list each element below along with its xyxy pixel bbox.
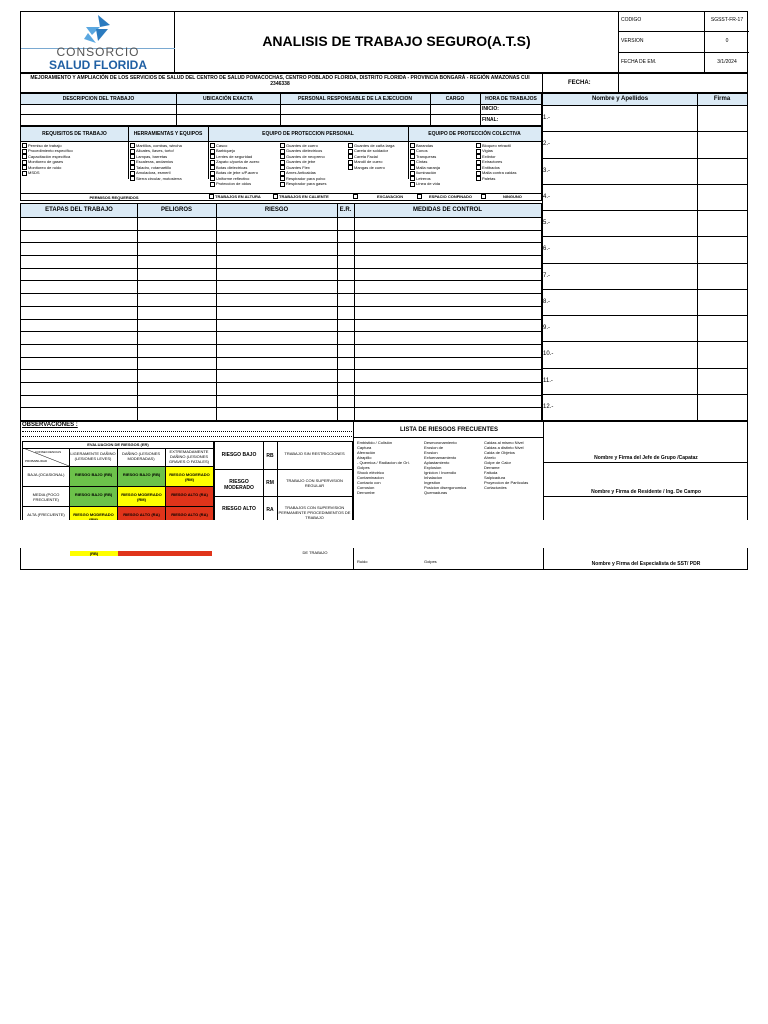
table-row [21, 255, 541, 256]
frequent-extra-2: Golpes [424, 559, 437, 564]
table-row [21, 319, 541, 320]
frequent-item: Cortaciurdes [484, 485, 507, 490]
fecha-label: FECHA: [568, 80, 591, 86]
observaciones-label: OBSERVACIONES : [22, 422, 78, 428]
frequent-extra-1: Ruido [357, 559, 368, 564]
epp-checkbox[interactable]: Botas dielectricas [210, 165, 280, 170]
eval-corner-cons: CONSECUENCIAS [35, 450, 62, 454]
epp-checkbox[interactable]: Casco [210, 143, 280, 148]
epp-checkbox[interactable]: Guantes de jebe [280, 159, 348, 164]
frequent-item: Captura [357, 445, 372, 450]
meta-label: VERSION [621, 38, 644, 44]
personal-row-number: 9.- [543, 325, 551, 332]
etapas-header: MEDIDAS DE CONTROL [413, 207, 482, 213]
signature-capataz: Nombre y Firma del Jefe de Grupo /Capataz [594, 455, 698, 461]
eval-title: EVALUACION DE RIESGOS (ER) [87, 442, 149, 447]
frequent-item: Atrapillo [357, 455, 372, 460]
project-name: MEJORAMIENTO Y AMPLIACIÓN DE LOS SERVICIOS DE SALUD DEL CENTRO DE SALUD POMACOCHAS, CENTRO POBLADO FLORIDA, DISTRITO FLORIDA - PROVINCIA BONGARÁ - REGIÓN AMAZONAS CUI 2346338 [30, 75, 530, 87]
frequent-item: Derrame [484, 465, 500, 470]
inicio-label: INICIO: [482, 106, 499, 112]
frequent-item: Caida de Objetos [484, 450, 515, 455]
epc-checkbox[interactable]: Letreros [410, 176, 476, 181]
epc-checkbox[interactable]: Paletas [476, 176, 541, 181]
epp-col2-list [280, 143, 348, 187]
personal-row-number: 6.- [543, 246, 551, 253]
frequent-item: Desmoronamiento [424, 440, 457, 445]
table-row [21, 344, 541, 345]
epp-checkbox[interactable]: Uniforme reflectivo [210, 176, 280, 181]
personal-row-number: 7.- [543, 272, 551, 279]
etapas-table [20, 203, 542, 421]
personal-header: Nombre y Apellidos [591, 96, 649, 102]
risk-level-desc: TRABAJO CON SUPERVISION REGULAR [286, 478, 343, 488]
herramienta-checkbox[interactable]: Lampas, barretas [130, 154, 208, 159]
frequent-item: Golpes [357, 465, 370, 470]
epc-checkbox[interactable]: Malla naranja [410, 165, 476, 170]
epp-checkbox[interactable]: Guantes Flex [280, 165, 348, 170]
risk-level-name: RIESGO ALTO [222, 506, 256, 512]
frequent-item: Posicion disergonomica [424, 485, 467, 490]
epc-checkbox[interactable]: Cintas [410, 159, 476, 164]
etapas-header: RIESGO [264, 207, 289, 213]
eval-cell: RIESGO MODERADO (RM) [118, 487, 165, 506]
frequent-item: Caidas a distinto Nivel [484, 445, 524, 450]
work-header: UBICACIÓN EXACTA [203, 96, 253, 102]
etapas-header: ETAPAS DEL TRABAJO [45, 207, 113, 213]
req-header: EQUIPO DE PROTECCION PERSONAL [262, 131, 354, 137]
epc-col2-list [476, 143, 541, 181]
epp-checkbox[interactable]: Respirador para gases [280, 181, 348, 186]
requisito-checkbox[interactable]: Capacitación específica [22, 154, 126, 159]
logo-line2: SALUD FLORIDA [49, 58, 147, 72]
table-row [21, 242, 541, 243]
meta-value: 3/1/2024 [717, 59, 737, 65]
herramienta-checkbox[interactable]: Alicates, llaves, torto! [130, 148, 208, 153]
epc-checkbox[interactable]: Conos [410, 148, 476, 153]
meta-value: SGSST-FR-17 [710, 17, 744, 23]
eval-cell: RIESGO ALTO (RA) [118, 507, 165, 526]
personal-header: Firma [713, 96, 731, 102]
epc-checkbox[interactable]: Extractores [476, 159, 541, 164]
risk-level-desc: TRABAJOS CON SUPERVISION PERMANENTE PROCEDIMIENTOS DE TRABAJO [278, 505, 351, 520]
frequent-item: Golpe de Calor [484, 460, 511, 465]
eval-cell: RIESGO BAJO (RB) [70, 487, 117, 506]
permiso-altura[interactable]: TRABAJOS EN ALTURA [209, 194, 261, 199]
herramienta-checkbox[interactable]: Sierra circular, motosierra [130, 176, 208, 181]
table-row [21, 357, 541, 358]
epp-checkbox[interactable]: Zapato c/punta de acero [210, 159, 280, 164]
work-header: DESCRIPCION DEL TRABAJO [62, 96, 135, 102]
eval-cell: RIESGO MODERADO [70, 507, 117, 526]
frequent-item: Caidas al mismo Nivel [484, 440, 524, 445]
table-row [21, 306, 541, 307]
risk-level-name: RIESGO MODERADO [224, 479, 254, 491]
risk-level-code: RB [266, 453, 274, 459]
herramienta-checkbox[interactable]: Amoladora, esmeril [130, 170, 208, 175]
logo [21, 12, 175, 72]
eval-cell: RIESGO BAJO (RB) [118, 467, 165, 486]
ra-fragment-text: DE TRABAJO [302, 550, 328, 555]
frequent-item: - Quemica / Radiacion de Ori. [357, 460, 410, 465]
table-row [21, 382, 541, 383]
frequent-item: Embistido / Colisión [357, 440, 393, 445]
risk-level-code: RM [266, 480, 274, 486]
meta-label: FECHA DE EM. [621, 59, 657, 65]
requisito-checkbox[interactable]: Monitoreo de ruido [22, 165, 126, 170]
herramienta-checkbox[interactable]: Escaleras, andamios [130, 159, 208, 164]
epp-checkbox[interactable]: Mandil de cuero [348, 159, 408, 164]
requisito-checkbox[interactable]: Monitoreo de gases [22, 159, 126, 164]
work-header: HORA DE TRABAJOS [485, 96, 537, 102]
requisito-checkbox[interactable]: MSDS [22, 170, 126, 175]
eval-col: LIGERAMENTE DAÑINO (LESIONES LEVES) [70, 451, 116, 461]
etapas-header: E.R. [339, 207, 352, 213]
risk-levels [214, 441, 353, 525]
risk-level-name: RIESGO BAJO [221, 452, 257, 458]
frequent-item: Contaminacion [357, 475, 384, 480]
personal-row-number: 4.- [543, 193, 551, 200]
permiso-ninguno[interactable]: NINGUNO [481, 194, 522, 199]
frequent-item: Proyeccion de Partículas [484, 480, 529, 485]
epp-checkbox[interactable]: Respirador para polvo [280, 176, 348, 181]
table-row [21, 407, 541, 408]
eval-row-label: BAJA (OCASIONAL) [27, 472, 65, 477]
requirements-table [20, 126, 542, 201]
frequent-item: Corrosion [357, 485, 375, 490]
requisito-checkbox[interactable]: Permiso de trabajo [22, 143, 126, 148]
work-header: CARGO [445, 96, 465, 102]
personal-row-number: 3.- [543, 167, 551, 174]
requisito-checkbox[interactable]: Procedimiento específico [22, 148, 126, 153]
herramienta-checkbox[interactable]: Taladro, rotamartillo [130, 165, 208, 170]
frequent-item: Shock eléctrico [357, 470, 385, 475]
epp-checkbox[interactable]: Lentes de seguridad [210, 154, 280, 159]
doc-meta-table [618, 11, 748, 73]
table-row [21, 395, 541, 396]
epc-checkbox[interactable]: Bloqueo retractil [476, 143, 541, 148]
personal-table [542, 93, 748, 421]
ra-fragment-b [166, 551, 212, 556]
page-title: ANALISIS DE TRABAJO SEGURO(A.T.S) [262, 33, 531, 49]
frequent-item: Quemaduras [424, 490, 448, 495]
personal-row-number: 11.- [543, 377, 553, 384]
frequent-item: Inhalacion [424, 475, 443, 480]
eval-cell: RIESGO BAJO (RB) [70, 467, 117, 486]
epc-checkbox[interactable]: Barandas [410, 143, 476, 148]
epp-checkbox[interactable]: Guantes de caña larga [348, 143, 408, 148]
epc-checkbox[interactable]: Iluminación [410, 170, 476, 175]
eval-matrix [22, 441, 214, 525]
eval-cell: RIESGO ALTO (RA) [166, 507, 213, 526]
frequent-item: Derrumbe [357, 490, 375, 495]
personal-row-number: 10.- [543, 351, 554, 358]
req-header: REQUISITOS DE TRABAJO [42, 131, 107, 137]
epc-col1-list [410, 143, 476, 187]
epp-checkbox[interactable]: Arnes Anticaidas [280, 170, 348, 175]
frequent-item: Ignicion / Incendio [424, 470, 457, 475]
table-row [21, 293, 541, 294]
rb-fragment: (RB) [70, 551, 118, 556]
frequent-item: Erosion de [424, 445, 444, 450]
epp-checkbox[interactable]: Barbiquejo [210, 148, 280, 153]
table-row [21, 230, 541, 231]
eval-row-label: MEDIA (POCO FRECUENTE) [32, 492, 60, 502]
frequent-item: Ahrelo [484, 455, 496, 460]
permiso-excavacion[interactable]: EXCAVACION [353, 194, 403, 199]
frequent-col3 [484, 440, 544, 490]
epp-checkbox[interactable]: Careta de soldador [348, 148, 408, 153]
epc-checkbox[interactable]: Entibados [476, 165, 541, 170]
eval-row-label: ALTA (FRECUENTE) [27, 512, 65, 517]
signature-residente: Nombre y Firma de Residente / Ing. De Campo [591, 489, 701, 495]
frequent-item: Erosion [424, 450, 438, 455]
requisitos-list [22, 143, 126, 176]
signature-sst: Nombre y Firma del Especialista de SST/ PDR [591, 561, 701, 567]
personal-row-number: 1.- [543, 115, 551, 122]
table-row [21, 280, 541, 281]
permiso-confinado[interactable]: ESPACIO CONFINADO [417, 194, 472, 199]
epc-checkbox[interactable]: Tranqueras [410, 154, 476, 159]
eval-col: DAÑINO (LESIONES MODERADAS) [121, 451, 160, 461]
epc-checkbox[interactable]: Malla contra caidas [476, 170, 541, 175]
table-row [21, 217, 541, 218]
risk-level-code: RA [266, 507, 274, 513]
frequent-item: Salpicadura [484, 475, 506, 480]
eval-cell: RIESGO MODERADO (RM) [166, 467, 213, 486]
epp-col3-list [348, 143, 408, 170]
epc-checkbox[interactable]: Extintor [476, 154, 541, 159]
frequent-item: Exfuenamamiento [424, 455, 457, 460]
personal-row-number: 2.- [543, 141, 551, 148]
logo-line1: CONSORCIO [56, 45, 140, 59]
risk-level-desc: TRABAJO SIN RESTRICCIONES [284, 451, 345, 456]
eval-cell: RIESGO ALTO (RA) [166, 487, 213, 506]
epp-checkbox[interactable]: Guantes de neopreno [280, 154, 348, 159]
final-label: FINAL: [482, 117, 499, 123]
table-row [21, 268, 541, 269]
permiso-caliente[interactable]: TRABAJOS EN CALIENTE [273, 194, 329, 199]
epp-checkbox[interactable]: Guantes de cuero [280, 143, 348, 148]
frequent-col1 [357, 440, 417, 495]
herramientas-list [130, 143, 208, 181]
epc-checkbox[interactable]: Línea de vida [410, 181, 476, 186]
eval-corner-prob: PROBABILIDAD [25, 459, 48, 463]
epp-col1-list [210, 143, 280, 187]
frequent-item: Contacto con [357, 480, 381, 485]
frequent-item: Fatiuda [484, 470, 498, 475]
meta-value: 0 [725, 38, 729, 44]
table-row [21, 331, 541, 332]
etapas-header: PELIGROS [160, 207, 192, 213]
frequent-item: Explosion [424, 465, 442, 470]
logo-mark-icon [78, 13, 118, 45]
herramienta-checkbox[interactable]: Martillos, combas, wincha [130, 143, 208, 148]
meta-label: CODIGO [621, 17, 642, 23]
epp-checkbox[interactable]: Botas de jebe c/P.acero [210, 170, 280, 175]
cutoff-band [20, 520, 748, 548]
permisos-label: PERMISOS REQUERIDOS [89, 195, 139, 200]
frequent-col2 [424, 440, 484, 495]
work-header: PERSONAL RESPONSABLE DE LA EJECUCION [298, 96, 412, 102]
epp-checkbox[interactable]: Proteccion de oidos [210, 181, 280, 186]
ra-fragment-a [118, 551, 166, 556]
table-row [21, 369, 541, 370]
req-header: EQUIPO DE PROTECCIÓN COLECTIVA [428, 131, 521, 137]
personal-row-number: 8.- [543, 298, 551, 305]
req-header: HERRAMIENTAS Y EQUIPOS [133, 131, 203, 137]
eval-col: EXTREMADAMENTE DAÑINO (LESIONES GRAVES O FATALES) [168, 449, 209, 464]
epp-checkbox[interactable]: Careta Facial [348, 154, 408, 159]
epp-checkbox[interactable]: Guantes dielectricos [280, 148, 348, 153]
frequent-item: Aplastamiento [424, 460, 450, 465]
epc-checkbox[interactable]: Vigias [476, 148, 541, 153]
frequent-item: Ingestion [424, 480, 441, 485]
epp-checkbox[interactable]: Mangas de cuero [348, 165, 408, 170]
frequent-item: Aferración [357, 450, 376, 455]
work-table [20, 93, 542, 126]
personal-row-number: 12.- [543, 403, 554, 410]
personal-row-number: 5.- [543, 220, 551, 227]
frequent-title: LISTA DE RIESGOS FRECUENTES [399, 427, 498, 433]
